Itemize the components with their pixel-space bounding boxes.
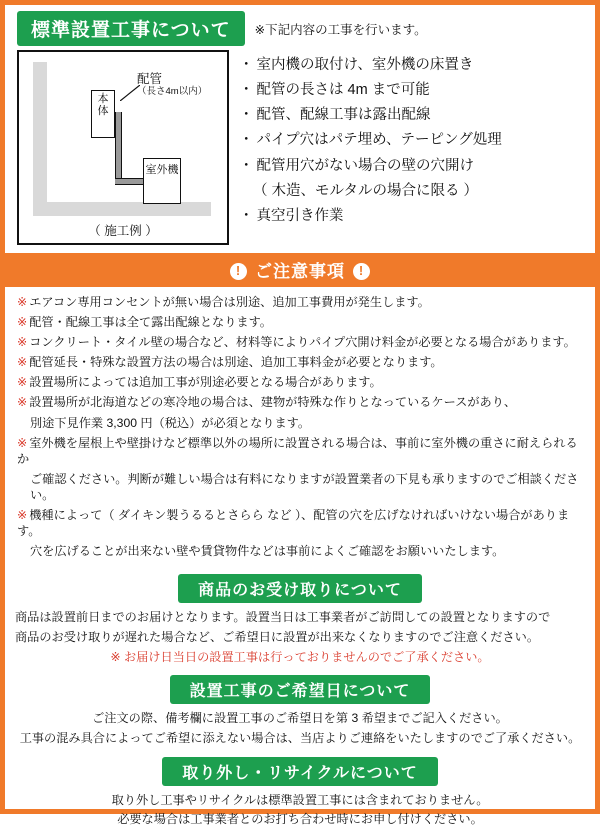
note-text: 設置場所によっては追加工事が別途必要となる場合があります。 [29, 375, 382, 390]
asterisk-icon: ※ [17, 508, 28, 523]
section-heading-label: 設置工事のご希望日について [170, 675, 431, 704]
note-item [17, 314, 585, 330]
list-item [239, 81, 587, 99]
feature-label: 配管、配線工事は露出配線 [256, 107, 431, 124]
feature-sublabel: （ 木造、モルタルの場合に限る ） [253, 182, 478, 199]
note-text: 室外機を屋根上や壁掛けなど標準以外の場所に設置される場合は、事前に室外機の重さに耐えられるか [17, 435, 578, 466]
section-body-recycle [5, 792, 595, 829]
caution-banner [5, 253, 595, 287]
note-text: 配管延長・特殊な設置方法の場合は別途、追加工事料金が必要となります。 [29, 355, 443, 370]
pipe-callout-title: 配管 [137, 72, 163, 86]
section-line: 取り外し工事やリサイクルは標準設置工事には含まれておりません。 [111, 792, 489, 807]
section-body-schedule [5, 710, 595, 747]
feature-label: 室内機の取付け、室外機の床置き [256, 57, 474, 73]
bullet-dot-icon: ・ [239, 107, 254, 124]
note-item [17, 334, 585, 350]
warning-icon-right: ! [353, 263, 370, 280]
feature-list [239, 50, 587, 232]
list-item [239, 106, 587, 124]
feature-label: 配管用穴がない場合の壁の穴開け [256, 157, 474, 174]
section-line: ご注文の際、備考欄に設置工事のご希望日を第 3 希望までご記入ください。 [92, 711, 508, 726]
asterisk-icon: ※ [17, 335, 28, 350]
list-item [239, 56, 587, 74]
feature-label: 真空引き作業 [256, 207, 344, 224]
note-text: エアコン専用コンセントが無い場合は別途、追加工事費用が発生します。 [29, 295, 430, 309]
indoor-unit-label: 本体 [97, 93, 109, 117]
pipe-vertical-shape [115, 112, 122, 184]
page-title: 標準設置工事について [17, 11, 245, 46]
feature-label: 配管の長さは 4m まで可能 [256, 82, 430, 99]
section-red-line: ※ お届け日当日の設置工事は行っておりませんのでご了承ください。 [110, 649, 490, 664]
note-item [17, 435, 585, 467]
section-heading-delivery [5, 574, 595, 603]
note-item [17, 374, 585, 390]
note-continuation: ご確認ください。判断が難しい場合は有料になりますが設置業者の下見も承りますのでご相談ください。 [30, 471, 579, 502]
asterisk-icon: ※ [17, 355, 28, 370]
bullet-dot-icon: ・ [239, 207, 254, 224]
note-item [17, 394, 585, 410]
pipe-callout-sub: （長さ4m以内） [137, 86, 208, 98]
feature-label: パイプ穴はパテ埋め、テーピング処理 [256, 132, 502, 149]
header-note: ※下記内容の工事を行います。 [254, 22, 427, 37]
section-heading-schedule [5, 675, 595, 704]
note-text: 機種によって（ ダイキン製うるるとさらら など ）、配管の穴を広げなければいけない場合があります。 [17, 508, 570, 539]
section-line: 必要な場合は工事業者とのお打ち合わせ時にお申し付けください。 [117, 812, 483, 827]
section-body-delivery [5, 609, 595, 666]
note-text: コンクリート・タイル壁の場合など、材料等によりパイプ穴開け料金が必要となる場合があります。 [29, 335, 576, 350]
asterisk-icon: ※ [17, 375, 28, 390]
section-heading-recycle [5, 757, 595, 786]
list-item [239, 131, 587, 149]
section-line: 商品は設置前日までのお届けとなります。設置当日は工事業者がご訪問しての設置となりますので [15, 610, 551, 625]
note-item [17, 294, 585, 310]
asterisk-icon: ※ [17, 295, 28, 309]
note-continuation: 別途下見作業 3,300 円（税込）が必須となります。 [30, 415, 311, 430]
asterisk-icon: ※ [17, 435, 28, 450]
diagram-caption: （ 施工例 ） [88, 224, 158, 238]
outdoor-unit-label: 室外機 [145, 164, 179, 176]
bullet-dot-icon: ・ [239, 132, 254, 149]
pipe-callout [137, 72, 207, 98]
bullet-dot-icon: ・ [239, 57, 254, 73]
header [5, 5, 595, 50]
asterisk-icon: ※ [17, 395, 28, 410]
notes-list [5, 287, 595, 565]
note-continuation: 穴を広げることが出来ない壁や賃貸物件などは事前によくご確認をお願いいたします。 [30, 544, 505, 559]
warning-icon-left: ! [230, 263, 247, 280]
section-line: 商品のお受け取りが遅れた場合など、ご希望日に設置が出来なくなりますのでご注意ください。 [15, 630, 540, 644]
note-text: 配管・配線工事は全て露出配線となります。 [29, 315, 272, 330]
note-item [17, 507, 585, 539]
note-text: 設置場所が北海道などの寒冷地の場合は、建物が特殊な作りとなっているケースがあり、 [29, 395, 517, 410]
section-heading-label: 取り外し・リサイクルについて [162, 757, 437, 786]
caution-title: ご注意事項 [255, 262, 345, 281]
wall-vertical [33, 62, 47, 214]
wall-horizontal [33, 202, 211, 216]
section-heading-label: 商品のお受け取りについて [178, 574, 422, 603]
section-line: 工事の混み具合によってご希望に添えない場合は、当店よりご連絡をいたしますのでご了承ください。 [19, 731, 581, 746]
overview-section [5, 50, 595, 245]
bullet-dot-icon: ・ [239, 82, 254, 99]
asterisk-icon: ※ [17, 315, 28, 330]
note-item [17, 354, 585, 370]
bullet-dot-icon: ・ [239, 157, 254, 174]
installation-diagram [17, 50, 229, 245]
list-item [239, 207, 587, 225]
list-item [239, 157, 587, 175]
